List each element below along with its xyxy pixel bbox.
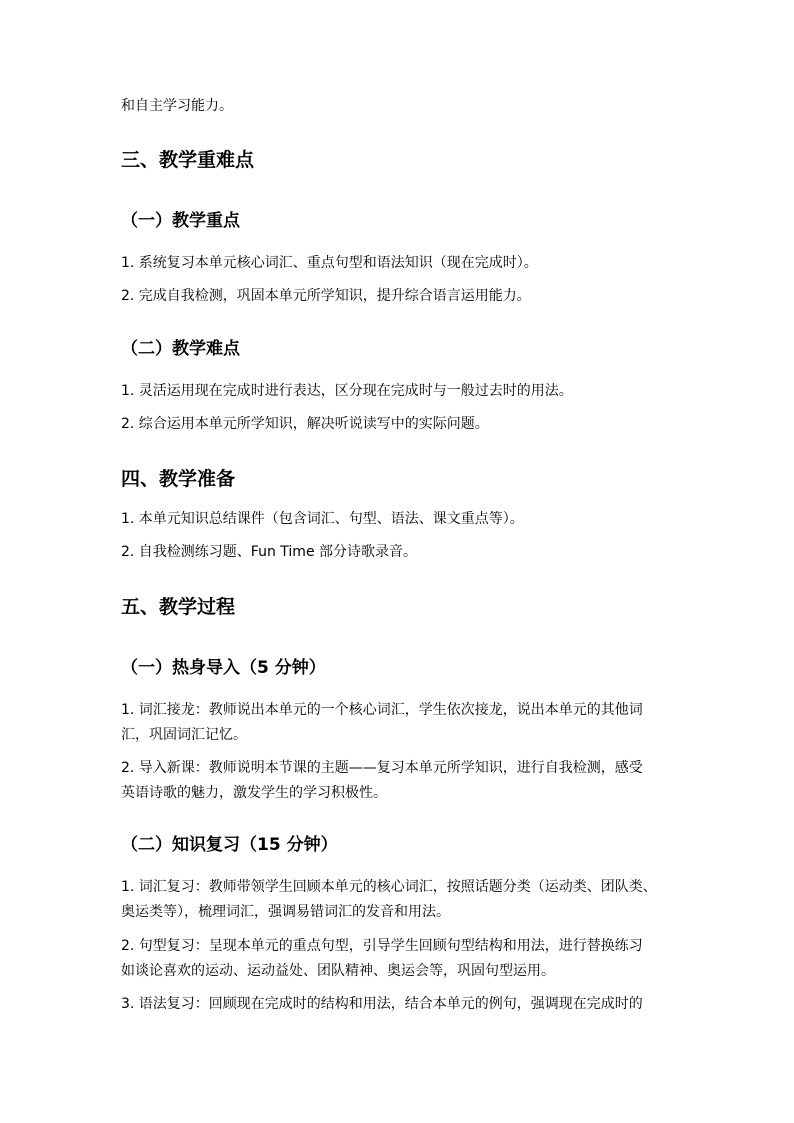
section-heading: 三、教学重难点 <box>121 149 255 171</box>
list-item: 2. 自我检测练习题、Fun Time 部分诗歌录音。 <box>121 544 418 560</box>
list-item: 2. 句型复习：呈现本单元的重点句型，引导学生回顾句型结构和用法，进行替换练习 <box>121 938 643 954</box>
paragraph-line: 奥运类等），梳理词汇，强调易错词汇的发音和用法。 <box>121 904 450 920</box>
list-item: 2. 导入新课：教师说明本节课的主题——复习本单元所学知识，进行自我检测，感受 <box>121 760 643 776</box>
subsection-heading: （二）知识复习（15 分钟） <box>121 835 338 855</box>
paragraph-line: 和自主学习能力。 <box>121 98 233 114</box>
list-item: 1. 系统复习本单元核心词汇、重点句型和语法知识（现在完成时）。 <box>121 255 538 271</box>
list-item: 1. 词汇复习：教师带领学生回顾本单元的核心词汇，按照话题分类（运动类、团队类、 <box>121 879 657 895</box>
section-heading: 四、教学准备 <box>121 468 236 490</box>
list-item: 2. 完成自我检测，巩固本单元所学知识，提升综合语言运用能力。 <box>121 288 531 304</box>
paragraph-line: 如谈论喜欢的运动、运动益处、团队精神、奥运会等，巩固句型运用。 <box>121 963 555 979</box>
paragraph-line: 汇，巩固词汇记忆。 <box>121 727 247 743</box>
list-item: 3. 语法复习：回顾现在完成时的结构和用法，结合本单元的例句，强调现在完成时的 <box>121 996 643 1012</box>
paragraph-line: 英语诗歌的魅力，激发学生的学习积极性。 <box>121 785 387 801</box>
section-heading: 五、教学过程 <box>121 596 236 618</box>
list-item: 2. 综合运用本单元所学知识，解决听说读写中的实际问题。 <box>121 416 489 432</box>
list-item: 1. 本单元知识总结课件（包含词汇、句型、语法、课文重点等）。 <box>121 511 524 527</box>
list-item: 1. 灵活运用现在完成时进行表达，区分现在完成时与一般过去时的用法。 <box>121 383 573 399</box>
subsection-heading: （一）热身导入（5 分钟） <box>121 658 326 678</box>
subsection-heading: （二）教学难点 <box>121 339 240 359</box>
subsection-heading: （一）教学重点 <box>121 211 240 231</box>
list-item: 1. 词汇接龙：教师说出本单元的一个核心词汇，学生依次接龙，说出本单元的其他词 <box>121 702 643 718</box>
